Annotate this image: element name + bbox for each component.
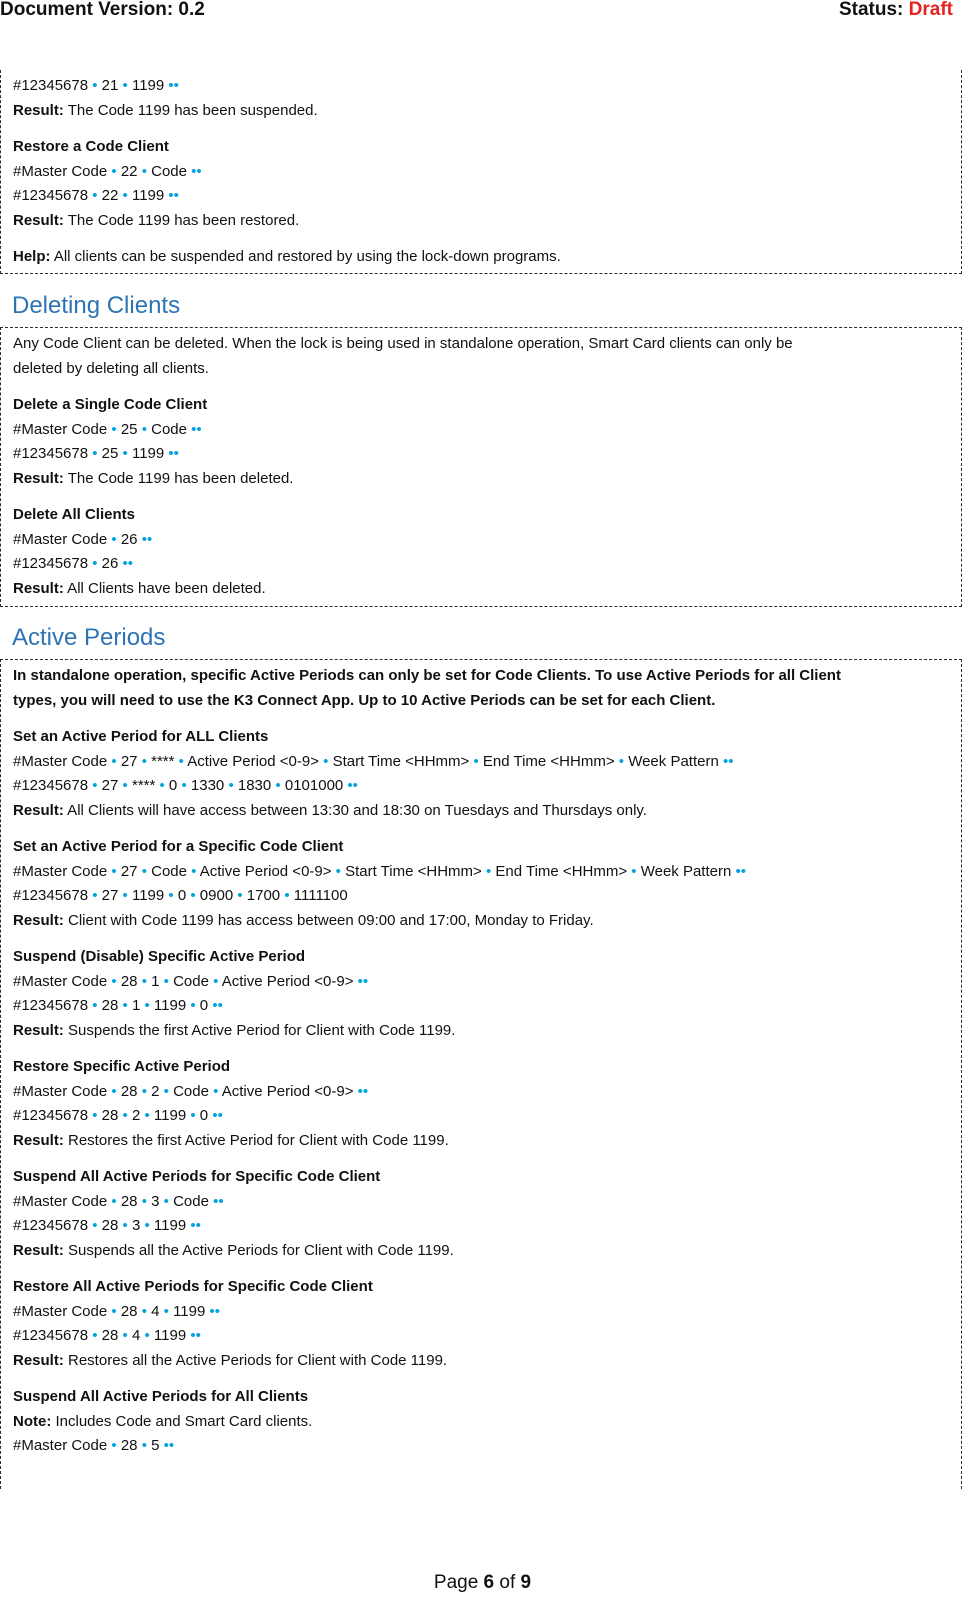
line-text: The Code 1199 has been restored. (63, 211, 300, 229)
command-token: #Master Code (13, 1192, 112, 1210)
bullet-separator: • (141, 1192, 147, 1210)
bullet-separator: •• (209, 1302, 221, 1320)
line-text: Restores all the Active Periods for Client with Code 1199. (63, 1351, 448, 1369)
command-token: Start Time <HHmm> (340, 862, 486, 880)
command-token: 22 (97, 187, 123, 204)
bullet-separator: •• (168, 187, 179, 204)
page-header (0, 0, 965, 24)
cmd-line (13, 418, 949, 443)
cmd-line (13, 750, 949, 775)
command-token: Active Period <0-9> (218, 1082, 358, 1100)
command-token: End Time <HHmm> (491, 862, 632, 880)
result-line (13, 1019, 949, 1044)
status-value: Draft (908, 0, 953, 20)
command-token: #Master Code (13, 1302, 112, 1320)
note-line (13, 1410, 949, 1435)
subheading: Suspend All Active Periods for All Clients (13, 1388, 309, 1405)
subheading: Delete All Clients (13, 506, 135, 523)
line-text: Client with Code 1199 has access between 09:00 and 17:00, Monday to Friday. (63, 911, 594, 929)
bullet-separator: • (92, 77, 98, 94)
command-token: Code (168, 1082, 214, 1100)
command-token: 28 (116, 1437, 142, 1454)
bullet-separator: • (122, 1107, 128, 1124)
bullet-separator: •• (168, 445, 179, 462)
bullet-separator: • (141, 752, 147, 770)
command-token: 1199 (149, 1217, 191, 1234)
cmd-line (13, 74, 949, 99)
bullet-separator: •• (213, 1192, 224, 1210)
cmd-line (13, 552, 949, 577)
command-token: 28 (97, 1327, 123, 1344)
bullet-separator: • (92, 777, 98, 794)
command-token: 1199 (168, 1302, 210, 1320)
bullet-separator: • (111, 530, 117, 548)
bullet-separator: • (213, 972, 219, 990)
line-text: All clients can be suspended and restored by using the lock-down programs. (50, 248, 561, 265)
page-footer (0, 1572, 965, 1594)
command-token: #Master Code (13, 972, 112, 990)
bullet-separator: • (144, 1327, 150, 1344)
bullet-separator: •• (168, 77, 179, 94)
bullet-separator: • (92, 1327, 98, 1344)
bullet-separator: •• (357, 972, 369, 990)
result-line (13, 99, 949, 124)
bullet-separator: • (159, 777, 165, 794)
subheading: Suspend All Active Periods for Specific Code Client (13, 1168, 381, 1185)
bullet-separator: • (92, 1107, 98, 1124)
cmd-line (13, 994, 949, 1019)
bullet-separator: • (237, 887, 243, 904)
command-token: 22 (116, 162, 142, 180)
cmd-line (13, 970, 949, 995)
line-text: Restores the first Active Period for Client with Code 1199. (63, 1131, 449, 1149)
command-token: 1199 (149, 997, 191, 1014)
status-label: Status: (838, 0, 909, 20)
command-token: 21 (97, 77, 123, 94)
line-label: Result: (13, 469, 64, 487)
line-text: The Code 1199 has been deleted. (63, 469, 294, 487)
command-token: Start Time <HHmm> (328, 752, 474, 770)
line-label: Result: (13, 101, 64, 119)
command-token: 1330 (186, 777, 229, 794)
command-token: Code (168, 972, 214, 990)
bullet-separator: • (168, 887, 174, 904)
bullet-separator: •• (191, 420, 202, 438)
cmd-line (13, 1300, 949, 1325)
cmd-line (13, 184, 949, 209)
line-text: Suspends all the Active Periods for Client with Code 1199. (63, 1241, 454, 1259)
bullet-separator: • (122, 1327, 128, 1344)
document-version: Document Version: 0.2 (0, 0, 205, 20)
command-token: 1199 (149, 1107, 191, 1124)
subheading: Set an Active Period for a Specific Code Client (13, 838, 344, 855)
command-token: 4 (146, 1302, 164, 1320)
cmd-line (13, 160, 949, 185)
result-line (13, 209, 949, 234)
bullet-separator: • (181, 777, 187, 794)
cmd-line (13, 1434, 949, 1459)
line-label: Result: (13, 579, 64, 597)
command-token: #12345678 (13, 445, 93, 462)
command-token: 26 (116, 530, 142, 548)
command-token: 28 (116, 1192, 142, 1210)
command-token: 1700 (242, 887, 285, 904)
command-token: 0101000 (280, 777, 348, 794)
line-label: Result: (13, 911, 64, 929)
bullet-separator: • (111, 862, 117, 880)
bullet-separator: • (122, 445, 128, 462)
line-label: Result: (13, 1021, 64, 1039)
command-token: 3 (146, 1192, 164, 1210)
bullet-separator: • (190, 887, 196, 904)
bullet-separator: • (92, 1217, 98, 1234)
bullet-separator: •• (191, 162, 202, 180)
cmd-line (13, 884, 949, 909)
bullet-separator: • (163, 1302, 169, 1320)
bullet-separator: • (275, 777, 281, 794)
bullet-separator: • (144, 997, 150, 1014)
bullet-separator: • (473, 752, 479, 770)
bullet-separator: • (92, 555, 98, 572)
bullet-separator: • (141, 420, 147, 438)
bullet-separator: • (163, 1192, 169, 1210)
bullet-separator: • (190, 1107, 196, 1124)
command-token: 5 (146, 1437, 164, 1454)
bullet-separator: • (228, 777, 234, 794)
command-token: Active Period <0-9> (196, 862, 336, 880)
bullet-separator: •• (357, 1082, 369, 1100)
bullet-separator: • (111, 420, 117, 438)
command-token: 4 (127, 1327, 145, 1344)
bullet-separator: •• (347, 777, 358, 794)
command-token: 1199 (127, 887, 169, 904)
bullet-separator: • (163, 972, 169, 990)
bullet-separator: • (111, 752, 117, 770)
command-token: Code (146, 420, 192, 438)
bullet-separator: • (111, 1302, 117, 1320)
bullet-separator: • (92, 997, 98, 1014)
subheading: Delete a Single Code Client (13, 396, 208, 413)
bullet-separator: • (323, 752, 329, 770)
command-token: 0 (195, 997, 213, 1014)
result-line (13, 799, 949, 824)
command-token: Code (146, 862, 192, 880)
bullet-separator: • (144, 1107, 150, 1124)
bullet-separator: • (163, 1082, 169, 1100)
line-text: The Code 1199 has been suspended. (63, 101, 318, 119)
command-token: 27 (116, 752, 142, 770)
bullet-separator: • (141, 1082, 147, 1100)
cmd-line (13, 1324, 949, 1349)
command-token: 27 (97, 777, 123, 794)
command-token: 28 (116, 1082, 142, 1100)
command-token: 28 (97, 1217, 123, 1234)
bullet-separator: • (122, 77, 128, 94)
line-label: Help: (13, 248, 51, 265)
command-token: 0 (164, 777, 182, 794)
command-token: 28 (97, 1107, 123, 1124)
cmd-line (13, 1080, 949, 1105)
bullet-separator: • (92, 887, 98, 904)
deleting-clients-box (0, 327, 962, 607)
result-line (13, 577, 949, 602)
command-token: #12345678 (13, 1327, 93, 1344)
bullet-separator: • (111, 162, 117, 180)
subheading: Restore a Code Client (13, 138, 169, 155)
command-token: 25 (97, 445, 123, 462)
bullet-separator: • (141, 1437, 147, 1454)
intro-line: types, you will need to use the K3 Connect App. Up to 10 Active Periods can be set for each Client. (13, 691, 716, 709)
command-token: End Time <HHmm> (478, 752, 619, 770)
bullet-separator: •• (122, 555, 134, 572)
page-number: 6 (483, 1572, 495, 1593)
result-line (13, 1239, 949, 1264)
command-token: 2 (127, 1107, 145, 1124)
bullet-separator: • (141, 862, 147, 880)
command-token: 0 (195, 1107, 213, 1124)
command-token: **** (146, 752, 179, 770)
line-label: Result: (13, 1351, 64, 1369)
cmd-line (13, 528, 949, 553)
command-token: #12345678 (13, 887, 93, 904)
bullet-separator: •• (190, 1327, 201, 1344)
subheading: Restore Specific Active Period (13, 1058, 231, 1075)
command-token: 2 (146, 1082, 164, 1100)
command-token: 1199 (127, 77, 169, 94)
command-token: #12345678 (13, 1107, 93, 1124)
of-word: of (494, 1572, 521, 1593)
section-title-deleting-clients: Deleting Clients (12, 292, 181, 319)
command-token: 1199 (127, 187, 169, 204)
bullet-separator: •• (141, 530, 153, 548)
command-token: Active Period <0-9> (218, 972, 358, 990)
command-token: #Master Code (13, 752, 112, 770)
paragraph-line: deleted by deleting all clients. (13, 359, 209, 377)
suspend-restore-box (0, 70, 962, 274)
line-text: All Clients will have access between 13:30 and 18:30 on Tuesdays and Thursdays only. (63, 801, 647, 819)
line-text: Includes Code and Smart Card clients. (51, 1412, 313, 1430)
bullet-separator: • (122, 187, 128, 204)
cmd-line (13, 442, 949, 467)
command-token: 1 (146, 972, 164, 990)
bullet-separator: • (111, 1437, 117, 1454)
command-token: #12345678 (13, 555, 93, 572)
line-label: Result: (13, 801, 64, 819)
cmd-line (13, 1104, 949, 1129)
command-token: 1199 (149, 1327, 191, 1344)
bullet-separator: •• (163, 1437, 175, 1454)
command-token: Active Period <0-9> (183, 752, 324, 770)
command-token: 1111100 (289, 887, 348, 904)
bullet-separator: • (618, 752, 625, 770)
page-word: Page (433, 1572, 484, 1593)
command-token: 27 (97, 887, 123, 904)
command-token: 25 (116, 420, 142, 438)
command-token: Code (146, 162, 192, 180)
subheading: Restore All Active Periods for Specific Code Client (13, 1278, 373, 1295)
bullet-separator: • (122, 777, 128, 794)
bullet-separator: • (178, 752, 184, 770)
bullet-separator: • (122, 997, 128, 1014)
bullet-separator: •• (735, 862, 746, 880)
bullet-separator: • (335, 862, 341, 880)
command-token: #12345678 (13, 187, 93, 204)
bullet-separator: • (190, 997, 196, 1014)
result-line (13, 467, 949, 492)
line-label: Note: (13, 1412, 52, 1430)
result-line (13, 1129, 949, 1154)
command-token: **** (127, 777, 160, 794)
section-title-active-periods: Active Periods (12, 624, 166, 651)
command-token: Week Pattern (624, 752, 723, 770)
command-token: #Master Code (13, 420, 112, 438)
bullet-separator: • (111, 972, 117, 990)
line-text: All Clients have been deleted. (63, 579, 266, 597)
bullet-separator: • (284, 887, 290, 904)
paragraph-line: Any Code Client can be deleted. When the lock is being used in standalone operation, Smart Card clients can only be (13, 335, 793, 352)
command-token: #Master Code (13, 162, 112, 180)
document-status (839, 0, 953, 21)
bullet-separator: • (485, 862, 492, 880)
bullet-separator: • (122, 887, 128, 904)
bullet-separator: •• (212, 1107, 223, 1124)
command-token: Week Pattern (636, 862, 736, 880)
subheading: Suspend (Disable) Specific Active Period (13, 948, 306, 965)
line-label: Result: (13, 1241, 64, 1259)
bullet-separator: • (213, 1082, 219, 1100)
command-token: 28 (97, 997, 123, 1014)
bullet-separator: •• (212, 997, 223, 1014)
bullet-separator: • (141, 972, 147, 990)
command-token: #Master Code (13, 1437, 112, 1454)
bullet-separator: • (141, 162, 147, 180)
bullet-separator: • (141, 1302, 147, 1320)
command-token: 26 (97, 555, 123, 572)
bullet-separator: • (631, 862, 637, 880)
bullet-separator: • (191, 862, 197, 880)
command-token: 28 (116, 972, 142, 990)
bullet-separator: •• (722, 752, 734, 770)
command-token: #Master Code (13, 862, 112, 880)
bullet-separator: • (122, 1217, 128, 1234)
cmd-line (13, 860, 949, 885)
command-token: 1 (127, 997, 145, 1014)
bullet-separator: • (92, 445, 98, 462)
command-token: #12345678 (13, 997, 93, 1014)
command-token: 1830 (233, 777, 276, 794)
bullet-separator: • (92, 187, 98, 204)
bullet-separator: • (144, 1217, 150, 1234)
command-token: 0 (173, 887, 191, 904)
line-label: Result: (13, 211, 64, 229)
result-line (13, 1349, 949, 1374)
command-token: Code (168, 1192, 214, 1210)
line-label: Result: (13, 1131, 64, 1149)
command-token: 0900 (195, 887, 238, 904)
command-token: #Master Code (13, 1082, 112, 1100)
command-token: 28 (116, 1302, 142, 1320)
bullet-separator: •• (190, 1217, 201, 1234)
result-line (13, 909, 949, 934)
command-token: #12345678 (13, 1217, 93, 1234)
command-token: 3 (127, 1217, 145, 1234)
command-token: 27 (116, 862, 142, 880)
intro-line: In standalone operation, specific Active Periods can only be set for Code Clients. To use Active Periods for all Client (13, 667, 841, 684)
help-line (13, 245, 949, 270)
command-token: 1199 (127, 445, 169, 462)
command-token: #Master Code (13, 530, 112, 548)
command-token: #12345678 (13, 77, 93, 94)
subheading: Set an Active Period for ALL Clients (13, 728, 269, 745)
cmd-line (13, 1214, 949, 1239)
line-text: Suspends the first Active Period for Client with Code 1199. (63, 1021, 456, 1039)
bullet-separator: • (111, 1192, 117, 1210)
cmd-line (13, 774, 949, 799)
cmd-line (13, 1190, 949, 1215)
page-total: 9 (520, 1572, 532, 1593)
command-token: #12345678 (13, 777, 93, 794)
bullet-separator: • (111, 1082, 117, 1100)
active-periods-box (0, 659, 962, 1489)
